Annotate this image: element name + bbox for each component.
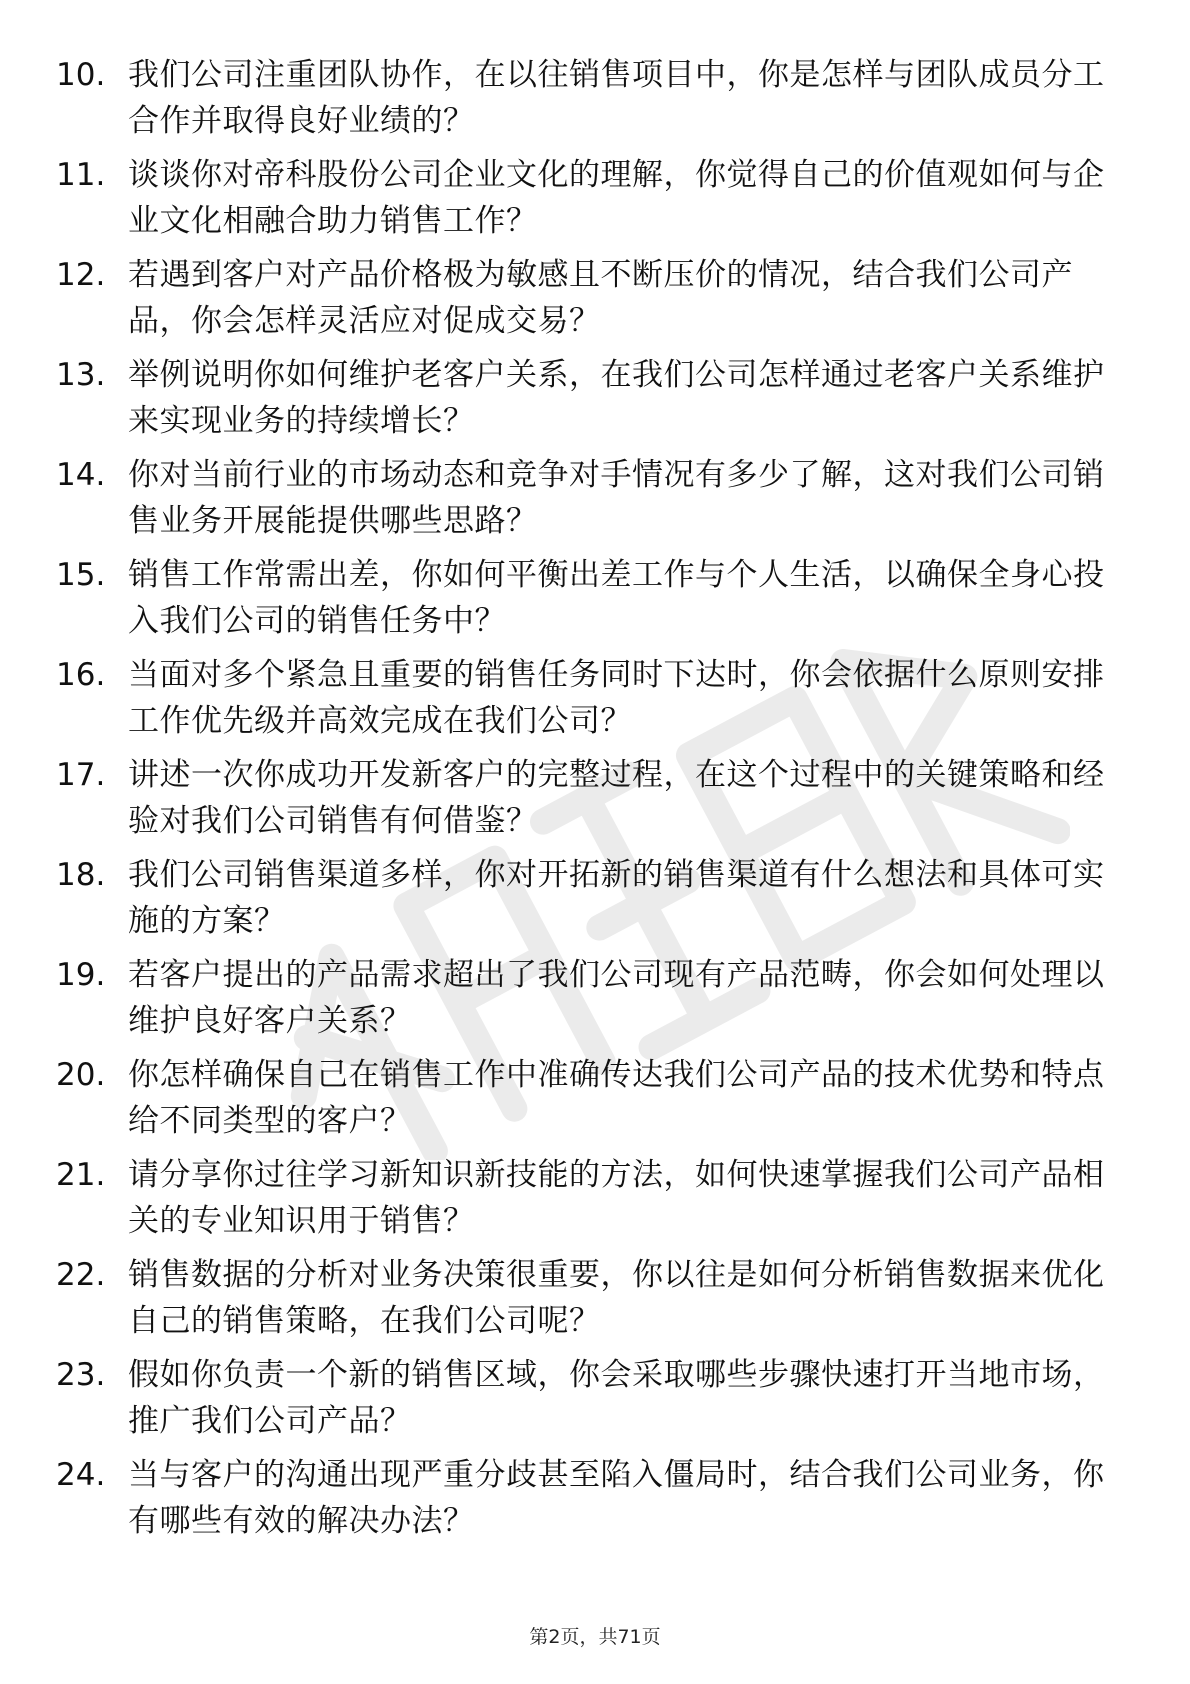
page-number-footer: 第2页，共71页 — [529, 1626, 661, 1648]
list-item — [56, 652, 1116, 752]
question-number: 24. — [56, 1457, 106, 1493]
question-text: 我们公司销售渠道多样，你对开拓新的销售渠道有什么想法和具体可实施的方案？ — [128, 857, 1105, 939]
list-item — [56, 952, 1116, 1052]
question-text: 若遇到客户对产品价格极为敏感且不断压价的情况，结合我们公司产品，你会怎样灵活应对促成交易？ — [128, 257, 1073, 339]
question-number: 23. — [56, 1357, 106, 1393]
question-text: 谈谈你对帝科股份公司企业文化的理解，你觉得自己的价值观如何与企业文化相融合助力销售工作？ — [128, 157, 1105, 239]
list-item — [56, 352, 1116, 452]
question-text: 讲述一次你成功开发新客户的完整过程，在这个过程中的关键策略和经验对我们公司销售有何借鉴？ — [128, 757, 1105, 839]
list-item — [56, 152, 1116, 252]
question-number: 11. — [56, 157, 106, 193]
question-number: 13. — [56, 357, 106, 393]
question-list — [56, 52, 1116, 1552]
question-number: 14. — [56, 457, 106, 493]
list-item — [56, 852, 1116, 952]
question-number: 12. — [56, 257, 106, 293]
question-text: 当面对多个紧急且重要的销售任务同时下达时，你会依据什么原则安排工作优先级并高效完成在我们公司？ — [128, 657, 1105, 739]
list-item — [56, 252, 1116, 352]
list-item — [56, 752, 1116, 852]
question-text: 我们公司注重团队协作，在以往销售项目中，你是怎样与团队成员分工合作并取得良好业绩的？ — [128, 57, 1105, 139]
question-text: 你对当前行业的市场动态和竞争对手情况有多少了解，这对我们公司销售业务开展能提供哪些思路？ — [128, 457, 1105, 539]
list-item — [56, 1252, 1116, 1352]
list-item — [56, 552, 1116, 652]
list-item — [56, 1052, 1116, 1152]
question-number: 16. — [56, 657, 106, 693]
question-number: 10. — [56, 57, 106, 93]
question-number: 19. — [56, 957, 106, 993]
question-number: 20. — [56, 1057, 106, 1093]
question-text: 请分享你过往学习新知识新技能的方法，如何快速掌握我们公司产品相关的专业知识用于销售？ — [128, 1157, 1105, 1239]
list-item — [56, 1352, 1116, 1452]
list-item — [56, 1452, 1116, 1552]
question-text: 举例说明你如何维护老客户关系，在我们公司怎样通过老客户关系维护来实现业务的持续增长？ — [128, 357, 1105, 439]
list-item — [56, 452, 1116, 552]
question-text: 销售数据的分析对业务决策很重要，你以往是如何分析销售数据来优化自己的销售策略，在我们公司呢？ — [128, 1257, 1105, 1339]
question-text: 若客户提出的产品需求超出了我们公司现有产品范畴，你会如何处理以维护良好客户关系？ — [128, 957, 1105, 1039]
question-text: 当与客户的沟通出现严重分歧甚至陷入僵局时，结合我们公司业务，你有哪些有效的解决办法？ — [128, 1457, 1105, 1539]
question-number: 18. — [56, 857, 106, 893]
question-number: 17. — [56, 757, 106, 793]
question-text: 销售工作常需出差，你如何平衡出差工作与个人生活，以确保全身心投入我们公司的销售任务中？ — [128, 557, 1105, 639]
list-item — [56, 52, 1116, 152]
question-text: 你怎样确保自己在销售工作中准确传达我们公司产品的技术优势和特点给不同类型的客户？ — [128, 1057, 1105, 1139]
question-number: 21. — [56, 1157, 106, 1193]
list-item — [56, 1152, 1116, 1252]
question-number: 15. — [56, 557, 106, 593]
question-text: 假如你负责一个新的销售区域，你会采取哪些步骤快速打开当地市场，推广我们公司产品？ — [128, 1357, 1105, 1439]
question-number: 22. — [56, 1257, 106, 1293]
